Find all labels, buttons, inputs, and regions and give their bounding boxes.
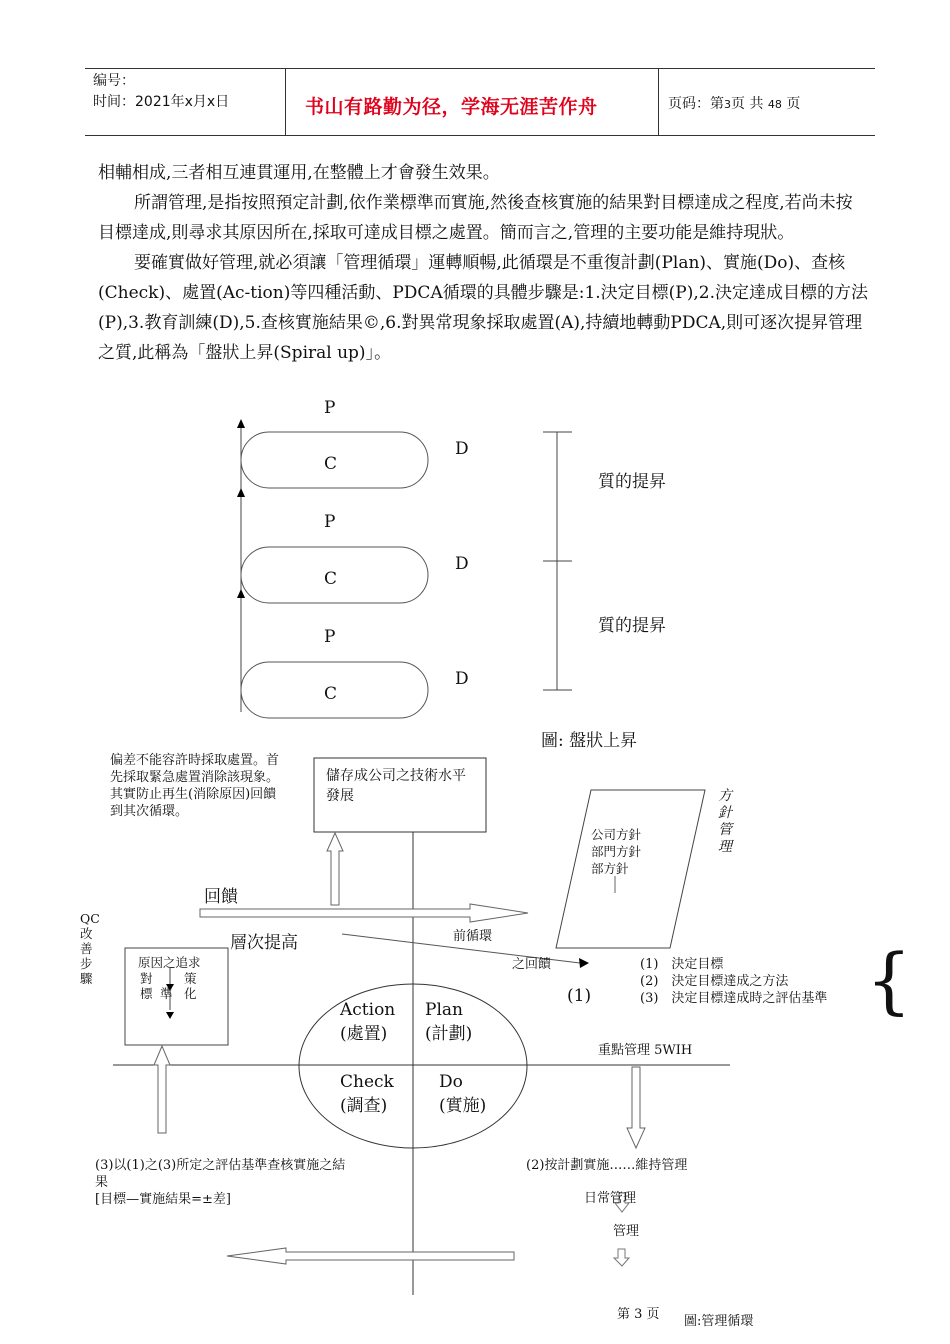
level-up-label: 層次提高	[230, 933, 298, 953]
step3-desc: (3)以(1)之(3)所定之評估基準查核實施之結果	[95, 1158, 346, 1190]
quality-up-label-2: 質的提昇	[598, 616, 666, 636]
daily-mgmt-label: 日常管理	[584, 1191, 637, 1206]
spiral-d-1: D	[455, 439, 469, 459]
quadrant-do	[439, 1070, 486, 1118]
serial-label: 编号：	[93, 73, 135, 89]
tech-level-text: 儲存成公司之技術水平發展	[326, 768, 466, 804]
policy-company: 公司方針	[591, 827, 642, 842]
feedback-arrow	[200, 904, 528, 922]
cause-pursuit: 原因之追求	[138, 955, 201, 970]
standardize-2: 準	[160, 986, 173, 1001]
deviation-note: 偏差不能容許時採取處置。首先採取緊急處置消除該現象。其實防止再生(消除原因)回饋到其次循環。	[110, 753, 280, 819]
page-mid: 页 共	[731, 96, 764, 112]
do-en: Do	[439, 1072, 463, 1092]
body-paragraph-2: 所謂管理,是指按照預定計劃,依作業標準而實施,然後查核實施的結果對目標達成之程度,若尚未按目標達成,則尋求其原因所在,採取可達成目標之處置。簡而言之,管理的主要功能是維持現狀。	[98, 193, 853, 243]
do-cn: (實施)	[439, 1096, 487, 1116]
quality-up-label-1: 質的提昇	[598, 472, 666, 492]
level-up-arrowhead	[579, 958, 589, 968]
page-total: 48	[767, 98, 782, 111]
quadrant-plan	[425, 998, 472, 1046]
return-arrow	[227, 1248, 514, 1264]
spiral-c-3: C	[324, 684, 338, 704]
goal-list	[640, 956, 827, 1007]
key-mgmt-label: 重點管理 5WIH	[598, 1043, 693, 1058]
page-prefix: 页码：第	[668, 96, 724, 112]
policy-list	[591, 826, 641, 877]
quadrant-check	[340, 1070, 394, 1118]
check-en: Check	[340, 1072, 394, 1092]
body-line-1: 相輔相成,三者相互連貫運用,在整體上才會發生效果。	[98, 163, 500, 183]
spiral-caption: 圖: 盤狀上昇	[541, 731, 638, 751]
spiral-c-2: C	[324, 569, 338, 589]
step1-number: (1)	[567, 986, 592, 1006]
arrow-head-low	[237, 589, 245, 598]
up-arrow-to-tech	[327, 833, 343, 905]
action-en: Action	[340, 1000, 396, 1020]
spiral-d-3: D	[455, 669, 469, 689]
goal-2: (2) 決定目標達成之方法	[640, 974, 789, 989]
time-label: 时间：2021年x月x日	[93, 94, 230, 110]
spiral-d-2: D	[455, 554, 469, 574]
standardize-1: 標	[140, 986, 153, 1001]
down-arrow-mgmt	[614, 1249, 629, 1266]
prev-cycle-label: 前循環	[453, 929, 493, 944]
arrow-head-mid	[237, 488, 245, 497]
feedback-label: 回饋	[204, 887, 238, 907]
cycle-caption: 圖:管理循環	[684, 1314, 754, 1329]
spiral-p-1: P	[324, 398, 336, 418]
standardize-3: 化	[184, 986, 197, 1001]
step3-formula: [目標—實施結果=±差]	[95, 1192, 231, 1207]
action-cn: (處置)	[340, 1024, 388, 1044]
check-cn: (調查)	[340, 1096, 388, 1116]
goals-brace: {	[866, 938, 912, 1022]
header-motto: 书山有路勤为径，学海无涯苦作舟	[305, 96, 598, 118]
countermeasure-left: 對	[140, 971, 153, 986]
policy-section: 部方針	[591, 861, 629, 876]
qc-steps-label: QC改善步驟	[80, 911, 100, 986]
quadrant-action	[340, 998, 395, 1046]
step2-text: (2)按計劃實施……維持管理	[526, 1158, 688, 1173]
goal-1: (1) 決定目標	[640, 957, 724, 972]
footer-page-number: 第 3 页	[617, 1307, 660, 1322]
prev-feedback-label: 之回饋	[512, 957, 552, 972]
policy-mgmt-label: 方針管理	[718, 788, 732, 855]
body-paragraph-3: 要確實做好管理,就必須讓「管理循環」運轉順暢,此循環是不重復計劃(Plan)、實施(Do)、查核(Check)、處置(Ac-tion)等四種活動、PDCA循環的具體步驟是:1.決定目標(P),2.決定達成目標的方法(P),3.教育訓練(D),5.查核實施結果©,6.對異常現象採取處置(A),持續地轉動PDCA,則可逐次提昇管理之質,此稱為「盤狀上昇(Spiral up)」。	[98, 253, 868, 363]
arrow-head-top	[237, 419, 245, 428]
policy-department: 部門方針	[591, 844, 642, 859]
countermeasure-right: 策	[184, 971, 197, 986]
plan-en: Plan	[425, 1000, 463, 1020]
page-current: 3	[724, 98, 731, 111]
up-arrow-to-qc	[154, 1046, 170, 1133]
spiral-p-3: P	[324, 627, 336, 647]
goal-3: (3) 決定目標達成時之評估基準	[640, 991, 828, 1006]
down-arrow-key-mgmt	[627, 1067, 645, 1148]
step3-text	[95, 1157, 357, 1208]
spiral-c-1: C	[324, 454, 338, 474]
spiral-p-2: P	[324, 512, 336, 532]
mgmt-label: 管理	[613, 1224, 640, 1239]
page-suffix: 页	[786, 96, 801, 112]
plan-cn: (計劃)	[425, 1024, 473, 1044]
